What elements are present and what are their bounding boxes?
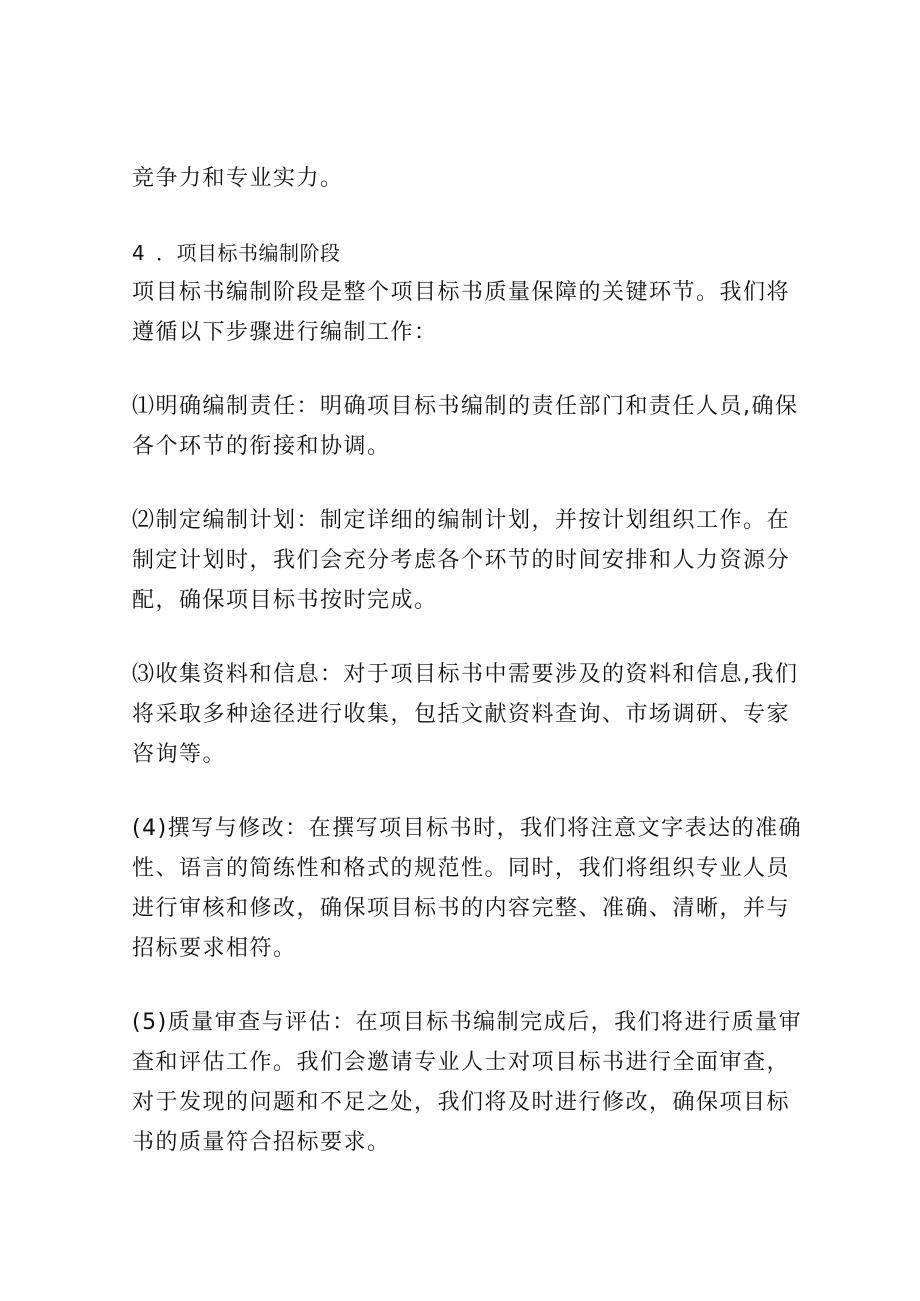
- step-1-paragraph: [132, 387, 799, 467]
- step-5-paragraph: [132, 1003, 803, 1163]
- step-2-line-1: ⑵制定编制计划：制定详细的编制计划，并按计划组织工作。在: [132, 508, 791, 533]
- step-5-line-3: 对于发现的问题和不足之处，我们将及时进行修改，确保项目标: [132, 1090, 791, 1115]
- step-4-line-2: 性、语言的简练性和格式的规范性。同时，我们将组织专业人员: [132, 856, 791, 881]
- document-body: [132, 159, 803, 1163]
- step-5-line-4: 书的质量符合招标要求。: [132, 1130, 391, 1155]
- section-intro-line-2: 遵循以下步骤进行编制工作：: [132, 320, 438, 345]
- step-3-line-1: ⑶收集资料和信息：对于项目标书中需要涉及的资料和信息,我们: [132, 662, 799, 687]
- step-2-paragraph: [132, 501, 792, 621]
- section-heading: [132, 233, 792, 273]
- step-2-line-2: 制定计划时，我们会充分考虑各个环节的时间安排和人力资源分: [132, 548, 791, 573]
- step-5-line-1: (5)质量审查与评估：在项目标书编制完成后，我们将进行质量审: [132, 1010, 803, 1035]
- step-1-line-2: 各个环节的衔接和协调。: [132, 434, 391, 459]
- step-2-line-3: 配，确保项目标书按时完成。: [132, 588, 438, 613]
- step-1-line-1: ⑴明确编制责任：明确项目标书编制的责任部门和责任人员,确保: [132, 394, 799, 419]
- step-4-line-4: 招标要求相符。: [132, 936, 297, 961]
- intro-tail-line: 竞争力和专业实力。: [132, 166, 344, 191]
- step-3-line-3: 咨询等。: [132, 742, 227, 767]
- step-3-paragraph: [132, 655, 799, 775]
- step-4-line-3: 进行审核和修改，确保项目标书的内容完整、准确、清晰，并与: [132, 896, 791, 921]
- step-5-line-2: 查和评估工作。我们会邀请专业人士对项目标书进行全面审查，: [132, 1050, 791, 1075]
- section-number: 4: [132, 241, 146, 265]
- step-4-line-1: (4)撰写与修改：在撰写项目标书时，我们将注意文字表达的准确: [132, 816, 803, 841]
- section-title: ．项目标书编制阶段: [156, 241, 341, 265]
- step-4-paragraph: [132, 809, 803, 969]
- step-3-line-2: 将采取多种途径进行收集，包括文献资料查询、市场调研、专家: [132, 702, 791, 727]
- section-intro-line-1: 项目标书编制阶段是整个项目标书质量保障的关键环节。我们将: [132, 280, 791, 305]
